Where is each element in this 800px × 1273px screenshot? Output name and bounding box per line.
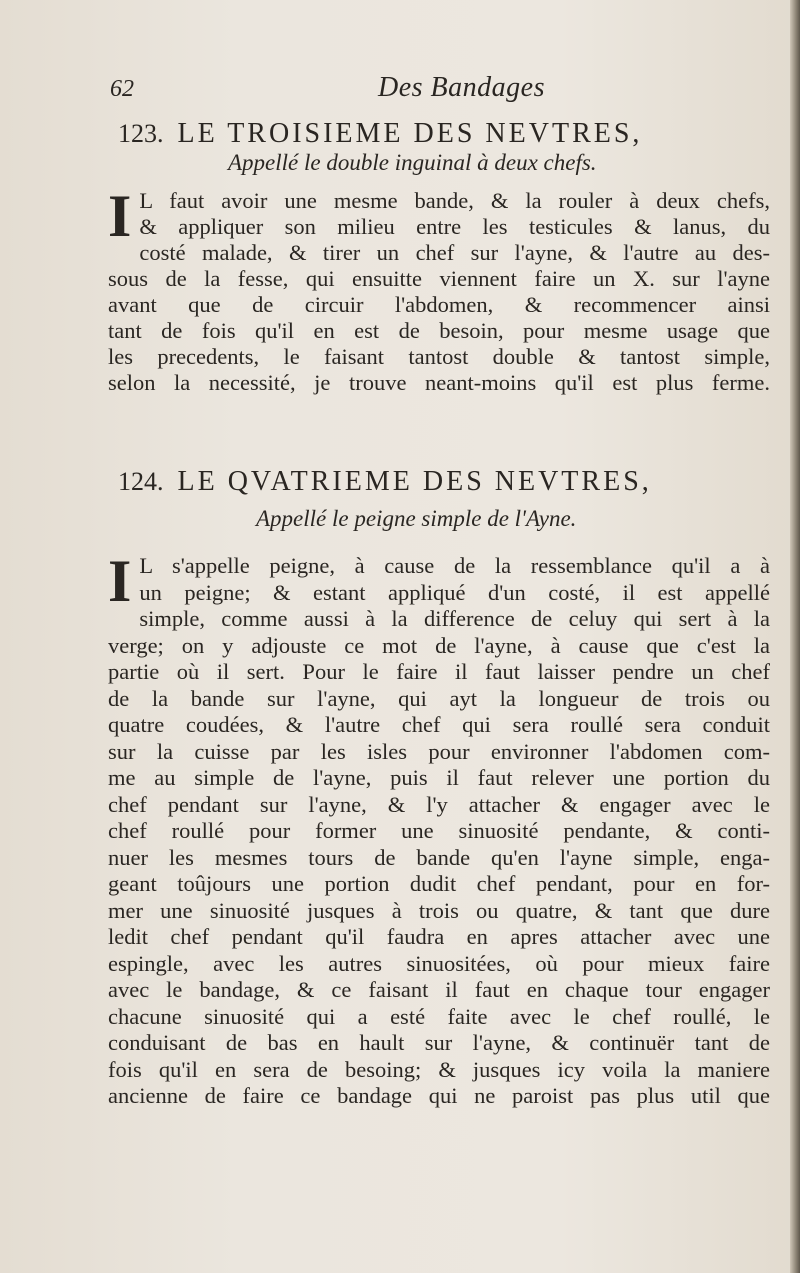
text-line: ledit chef pendant qu'il faudra en apres attacher avec une (108, 924, 770, 949)
section-number: 124. (118, 467, 164, 496)
text-line: conduisant de bas en hault sur l'ayne, & continuër tant de (108, 1030, 770, 1055)
text-line: avec le bandage, & ce faisant il faut en chaque tour engager (108, 977, 770, 1002)
text-line: & appliquer son milieu entre les testicules & lanus, du (139, 214, 770, 239)
text-line: selon la necessité, je trouve neant-moins qu'il est plus ferme. (108, 370, 770, 395)
section-heading-124 (118, 466, 768, 498)
text-line: de la bande sur l'ayne, qui ayt la longueur de trois ou (108, 685, 770, 711)
text-line: mer une sinuosité jusques à trois ou quatre, & tant que dure (108, 897, 770, 923)
text-line: chacune sinuosité qui a esté faite avec le chef roullé, le (108, 1003, 770, 1029)
section-subtitle-123: Appellé le double inguinal à deux chefs. (228, 150, 597, 175)
text-line: sur la cuisse par les isles pour environner l'abdomen com- (108, 738, 770, 764)
text-line: costé malade, & tirer un chef sur l'ayne, & l'autre au des- (139, 240, 770, 265)
text-line: nuer les mesmes tours de bande qu'en l'ayne simple, enga- (108, 844, 770, 870)
section-title: LE TROISIEME DES NEVTRES, (177, 118, 643, 149)
page-number: 62 (110, 76, 134, 102)
text-line: L s'appelle peigne, à cause de la ressemblance qu'il a à (139, 553, 770, 578)
drop-cap: I (108, 548, 132, 614)
text-line: chef roullé pour former une sinuosité pendante, & conti- (108, 818, 770, 843)
text-line: espingle, avec les autres sinuositées, où pour mieux faire (108, 950, 770, 976)
text-line: verge; on y adjouste ce mot de l'ayne, à cause que c'est la (108, 632, 770, 658)
section-subtitle-124: Appellé le peigne simple de l'Ayne. (256, 506, 577, 531)
page-header (110, 72, 760, 108)
text-line: tant de fois qu'il en est de besoin, pour mesme usage que (108, 318, 770, 343)
section-title: LE QVATRIEME DES NEVTRES, (177, 466, 652, 497)
text-line: un peigne; & estant appliqué d'un costé, il est appellé (139, 579, 770, 605)
text-line: quatre coudées, & l'autre chef qui sera roullé sera conduit (108, 712, 770, 737)
running-head: Des Bandages (378, 72, 545, 103)
text-line: L faut avoir une mesme bande, & la rouler à deux chefs, (139, 188, 770, 213)
text-line: avant que de circuir l'abdomen, & recommencer ainsi (108, 292, 770, 317)
text-line: les precedents, le faisant tantost double & tantost simple, (108, 344, 770, 369)
text-line: partie où il sert. Pour le faire il faut laisser pendre un chef (108, 659, 770, 684)
page-edge-shadow (790, 0, 800, 1273)
text-line: ancienne de faire ce bandage qui ne paroist pas plus util que (108, 1083, 770, 1108)
section-heading-123 (118, 118, 768, 150)
paragraph-123 (108, 183, 770, 438)
text-line: simple, comme aussi à la difference de celuy qui sert à la (139, 606, 770, 631)
paragraph-124 (108, 548, 770, 1110)
text-line: sous de la fesse, qui ensuitte viennent faire un X. sur l'ayne (108, 266, 770, 291)
drop-cap: I (108, 183, 132, 249)
text-line: fois qu'il en sera de besoing; & jusques icy voila la maniere (108, 1056, 770, 1082)
text-line: geant toûjours une portion dudit chef pendant, pour en for- (108, 871, 770, 896)
text-line: me au simple de l'ayne, puis il faut relever une portion du (108, 765, 770, 790)
section-number: 123. (118, 119, 164, 148)
text-line: chef pendant sur l'ayne, & l'y attacher & engager avec le (108, 791, 770, 817)
